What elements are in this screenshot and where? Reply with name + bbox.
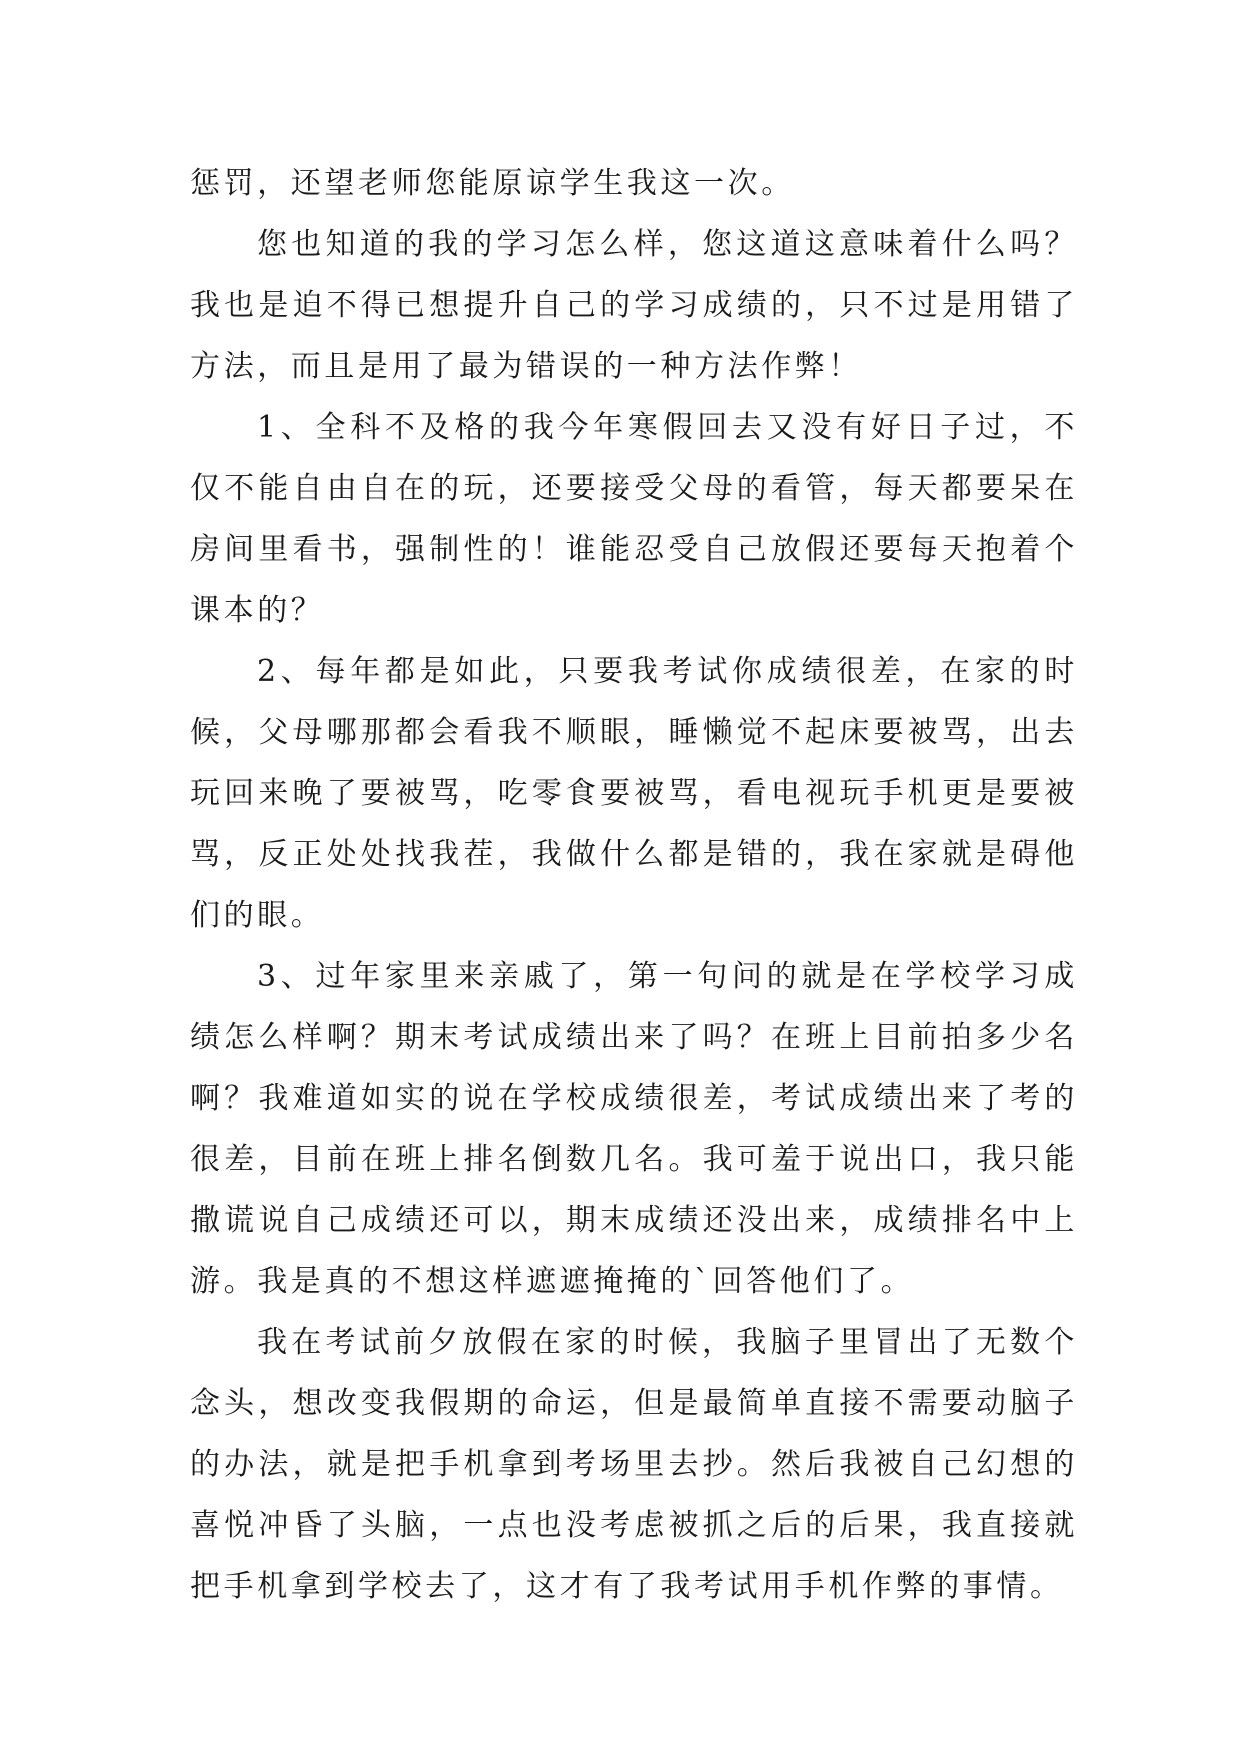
body-text [190, 153, 1078, 1617]
paragraph-explanation: 您也知道的我的学习怎么样，您这道这意味着什么吗？我也是迫不得已想提升自己的学习成绩的，只不过是用错了方法，而且是用了最为错误的一种方法作弊！ [190, 227, 1078, 384]
paragraph-continuation: 惩罚，还望老师您能原谅学生我这一次。 [190, 166, 795, 201]
paragraph-reason-3: 3、过年家里来亲戚了，第一句问的就是在学校学习成绩怎么样啊？期末考试成绩出来了吗？在班上目前拍多少名啊？我难道如实的说在学校成绩很差，考试成绩出来了考的很差，目前在班上排名倒数几名。我可羞于说出口，我只能撒谎说自己成绩还可以，期末成绩还没出来，成绩排名中上游。我是真的不想这样遮遮掩掩的`回答他们了。 [190, 959, 1078, 1299]
paragraph-conclusion: 我在考试前夕放假在家的时候，我脑子里冒出了无数个念头，想改变我假期的命运，但是最简单直接不需要动脑子的办法，就是把手机拿到考场里去抄。然后我被自己幻想的喜悦冲昏了头脑，一点也没考虑被抓之后的后果，我直接就把手机拿到学校去了，这才有了我考试用手机作弊的事情。 [190, 1325, 1078, 1604]
paragraph-reason-2: 2、每年都是如此，只要我考试你成绩很差，在家的时候，父母哪那都会看我不顺眼，睡懒觉不起床要被骂，出去玩回来晚了要被骂，吃零食要被骂，看电视玩手机更是要被骂，反正处处找我茬，我做什么都是错的，我在家就是碍他们的眼。 [190, 654, 1078, 933]
paragraph-reason-1: 1、全科不及格的我今年寒假回去又没有好日子过，不仅不能自由自在的玩，还要接受父母的看管，每天都要呆在房间里看书，强制性的！谁能忍受自己放假还要每天抱着个课本的？ [190, 410, 1078, 628]
